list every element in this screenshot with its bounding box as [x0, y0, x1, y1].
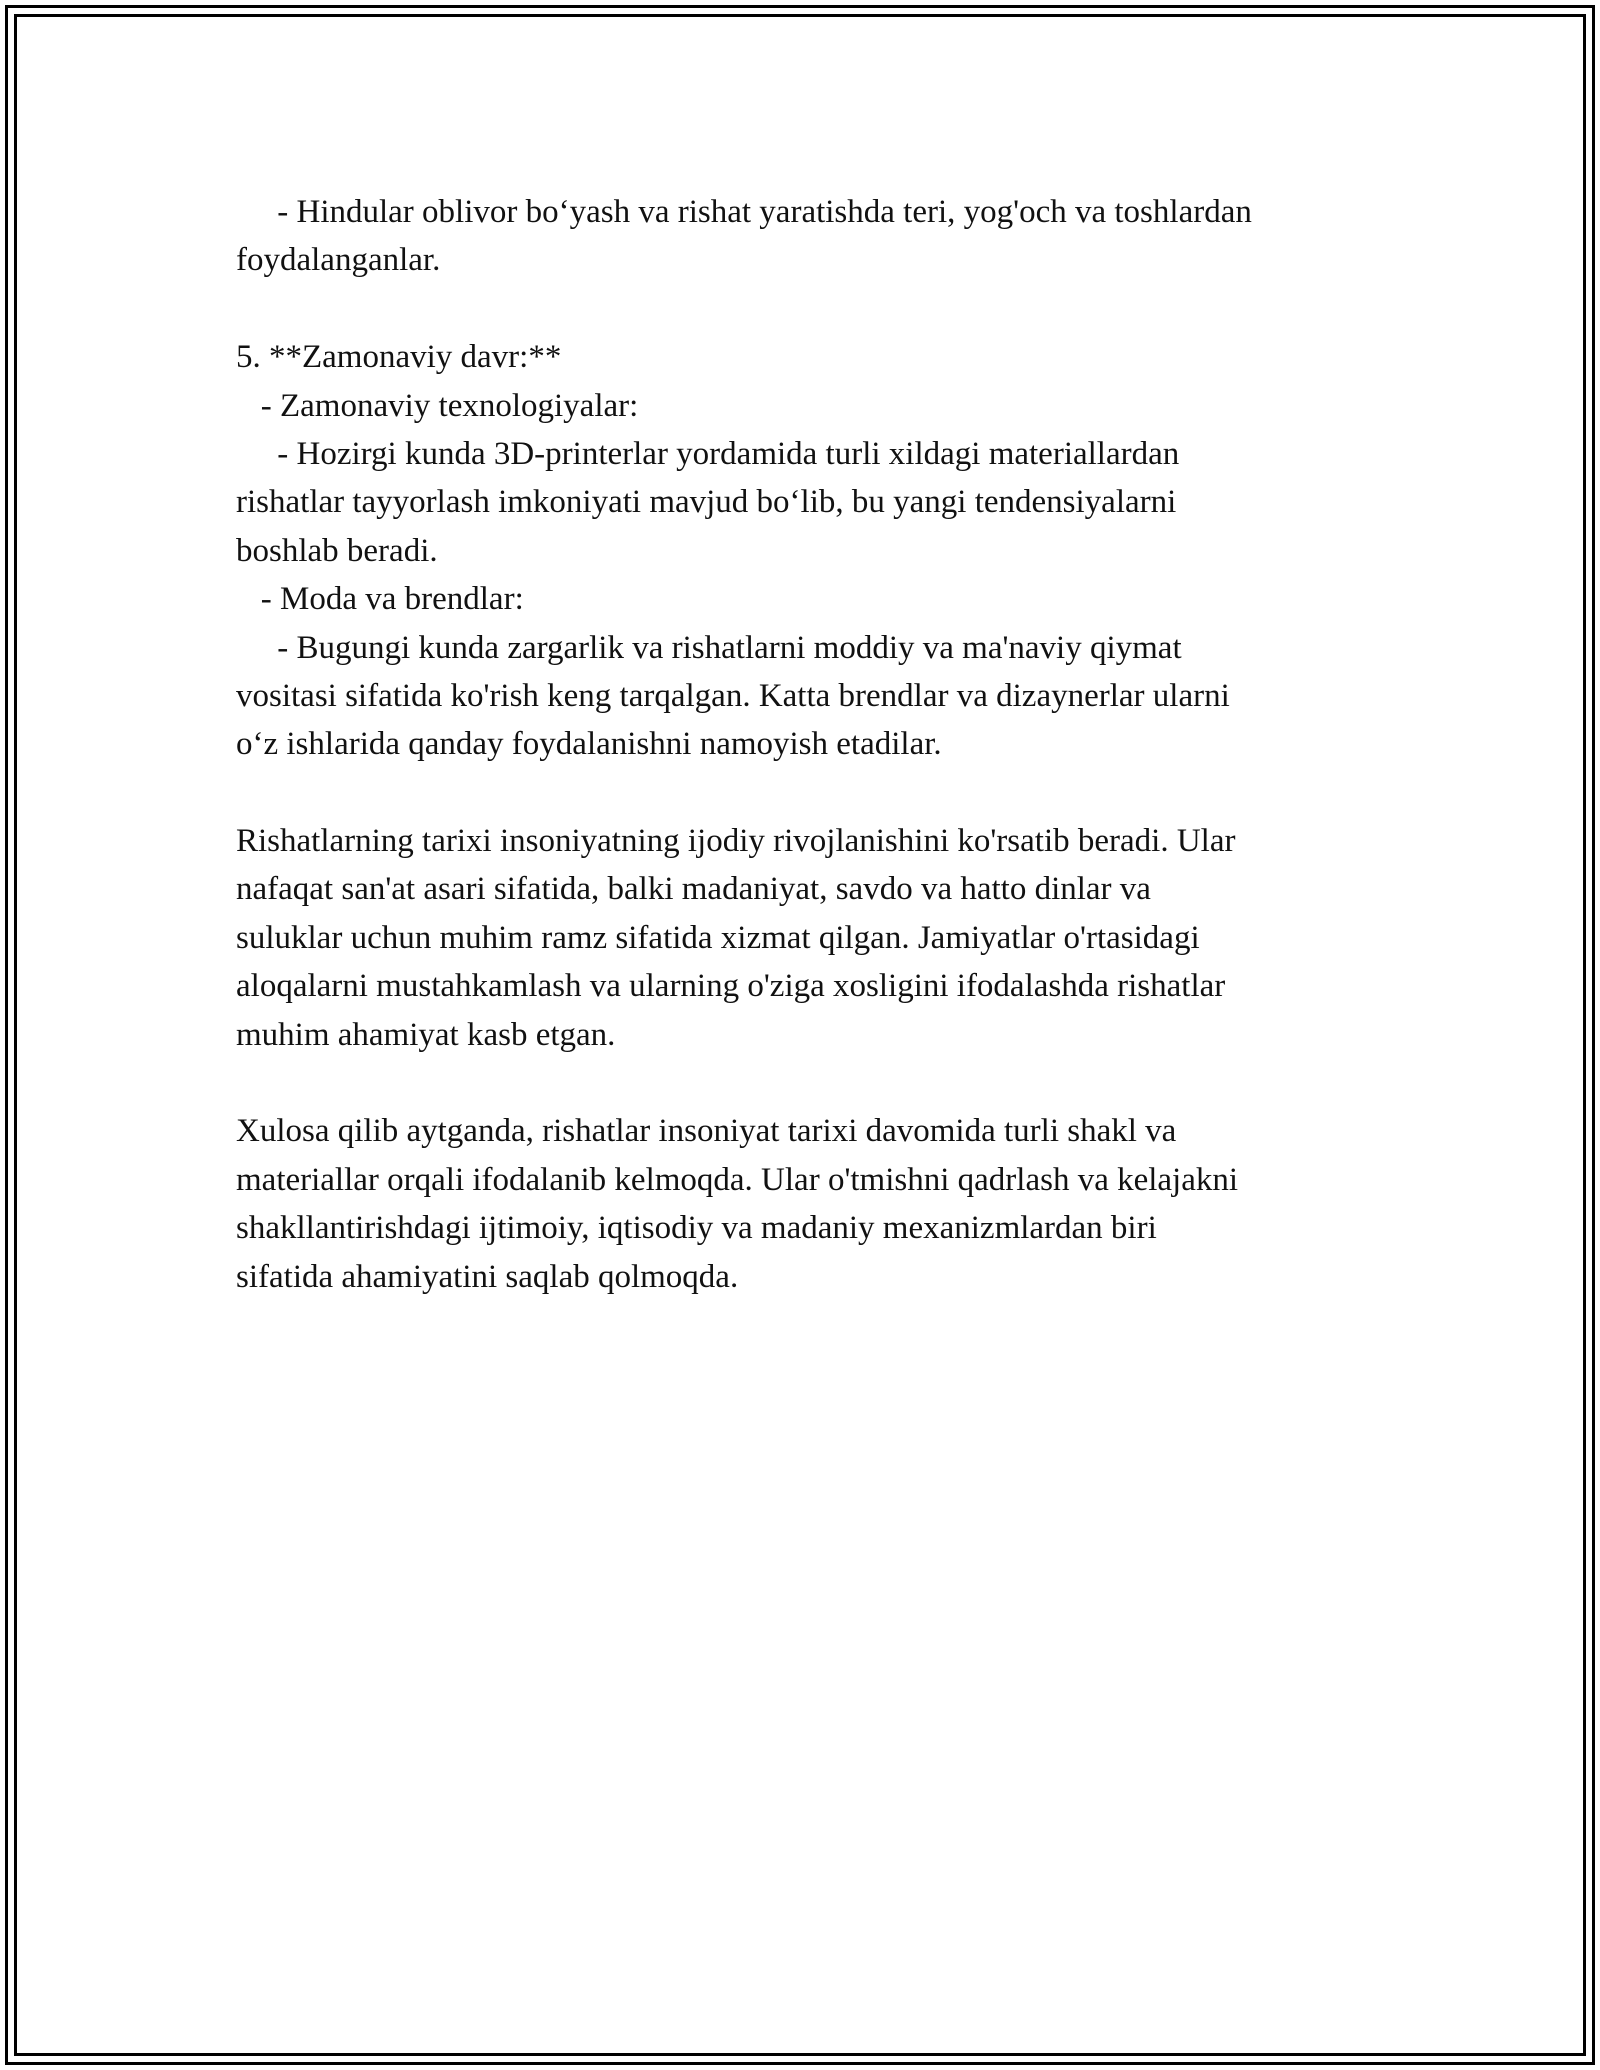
blank-line — [236, 1059, 1416, 1107]
section-zamonaviy-davr — [236, 333, 1416, 769]
text-line: vositasi sifatida ko'rish keng tarqalgan. Katta brendlar va dizaynerlar ularni — [236, 677, 1230, 714]
text-line: sifatida ahamiyatini saqlab qolmoqda. — [236, 1258, 739, 1295]
paragraph-hindular — [236, 188, 1416, 285]
text-line: - Bugungi kunda zargarlik va rishatlarni moddiy va ma'naviy qiymat — [236, 629, 1182, 666]
blank-line — [236, 285, 1416, 333]
text-line: shakllantirishdagi ijtimoiy, iqtisodiy va madaniy mexanizmlardan biri — [236, 1210, 1157, 1247]
text-line: Rishatlarning tarixi insoniyatning ijodiy rivojlanishini ko'rsatib beradi. Ular — [236, 823, 1236, 860]
text-line: muhim ahamiyat kasb etgan. — [236, 1016, 616, 1053]
text-line: boshlab beradi. — [236, 532, 438, 569]
text-line: materiallar orqali ifodalanib kelmoqda. Ular o'tmishni qadrlash va kelajakni — [236, 1161, 1239, 1198]
list-item: - Zamonaviy texnologiyalar: — [236, 387, 639, 424]
text-line: foydalanganlar. — [236, 242, 441, 279]
text-line: - Hozirgi kunda 3D-printerlar yordamida turli xildagi materiallardan — [236, 435, 1180, 472]
blank-line — [236, 769, 1416, 817]
text-line: nafaqat san'at asari sifatida, balki madaniyat, savdo va hatto dinlar va — [236, 871, 1151, 908]
list-item: - Moda va brendlar: — [236, 581, 524, 618]
text-line: suluklar uchun muhim ramz sifatida xizmat qilgan. Jamiyatlar o'rtasidagi — [236, 919, 1200, 956]
text-line: o‘z ishlarida qanday foydalanishni namoyish etadilar. — [236, 726, 942, 763]
text-line: rishatlar tayyorlash imkoniyati mavjud bo‘lib, bu yangi tendensiyalarni — [236, 484, 1177, 521]
document-body — [236, 188, 1416, 1301]
section-heading: 5. **Zamonaviy davr:** — [236, 339, 562, 376]
text-line: Xulosa qilib aytganda, rishatlar insoniyat tarixi davomida turli shakl va — [236, 1113, 1177, 1150]
text-line: aloqalarni mustahkamlash va ularning o'ziga xosligini ifodalashda rishatlar — [236, 968, 1226, 1005]
paragraph-rishatlarning-tarixi — [236, 817, 1416, 1059]
paragraph-xulosa — [236, 1107, 1416, 1301]
text-line: - Hindular oblivor bo‘yash va rishat yaratishda teri, yog'och va toshlardan — [236, 194, 1252, 230]
